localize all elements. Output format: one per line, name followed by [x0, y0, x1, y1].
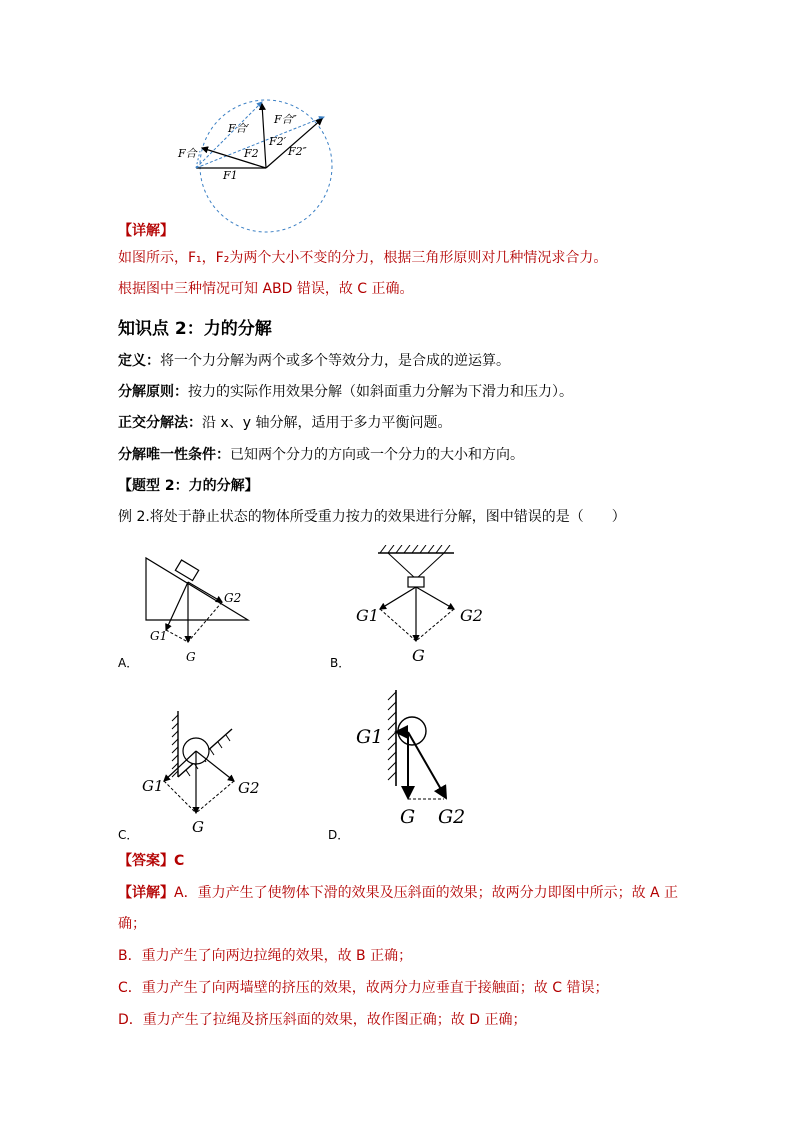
section-item-orthogonal — [118, 413, 451, 433]
label-f1: F1 — [223, 169, 238, 182]
box — [408, 577, 424, 587]
detail-tag-1: 【详解】 — [118, 223, 174, 239]
g2-arrow — [188, 582, 222, 602]
dash-1 — [164, 781, 196, 813]
label-fhe2: F合″ — [274, 113, 297, 126]
option-b-figure — [350, 545, 490, 665]
g2-arrow — [408, 732, 446, 798]
item-label: 正交分解法： — [118, 415, 202, 431]
detail1-line2: 根据图中三种情况可知 ABD 错误，故 C 正确。 — [118, 281, 414, 297]
option-d-label[interactable]: D． — [328, 828, 350, 842]
item-text: 按力的实际作用效果分解（如斜面重力分解为下滑力和压力）。 — [188, 384, 573, 400]
detail2-line-c: C．重力产生了向两墙壁的挤压的效果，故两分力应垂直于接触面；故 C 错误； — [118, 980, 609, 996]
label-g1: G1 — [142, 777, 164, 795]
question-prompt: 例 2.将处于静止状态的物体所受重力按力的效果进行分解，图中错误的是（ ） — [118, 509, 626, 525]
label-g1: G1 — [356, 606, 379, 625]
label-g: G — [412, 646, 425, 665]
incline — [146, 558, 248, 620]
detail2-line-a1 — [118, 883, 678, 903]
question-type-title: 【题型 2：力的分解】 — [118, 478, 259, 494]
label-fhe: F合 — [178, 147, 197, 160]
item-text: 将一个力分解为两个或多个等效分力，是合成的逆运算。 — [160, 353, 510, 369]
option-a-label[interactable]: A． — [118, 656, 139, 670]
f2p-arrow — [262, 104, 266, 168]
label-g2: G2 — [460, 606, 483, 625]
item-label: 分解原则： — [118, 384, 188, 400]
option-a-figure — [130, 550, 260, 668]
detail2-line-a2: 确； — [118, 916, 146, 932]
g2-arrow — [196, 751, 234, 781]
label-f2pp: F2″ — [288, 145, 307, 158]
rope-right — [416, 553, 444, 579]
detail2-a1-text: A．重力产生了使物体下滑的效果及压斜面的效果；故两分力即图中所示；故 A 正 — [174, 885, 679, 901]
dash-2 — [166, 630, 188, 642]
item-label: 分解唯一性条件： — [118, 447, 230, 463]
dash-1 — [188, 602, 222, 642]
section-title: 知识点 2：力的分解 — [118, 319, 272, 339]
label-f2: F2 — [244, 147, 259, 160]
label-g: G — [400, 806, 416, 828]
option-c-label[interactable]: C． — [118, 828, 139, 842]
label-f2p: F2′ — [269, 135, 287, 148]
label-g1: G1 — [150, 629, 168, 643]
item-text: 已知两个分力的方向或一个分力的大小和方向。 — [230, 447, 524, 463]
detail1-line1: 如图所示，F₁，F₂为两个大小不变的分力，根据三角形原则对几种情况求合力。 — [118, 250, 608, 266]
item-text: 沿 x、y 轴分解，适用于多力平衡问题。 — [202, 415, 452, 431]
section-item-definition — [118, 351, 510, 371]
detail2-line-d: D．重力产生了拉绳及挤压斜面的效果，故作图正确；故 D 正确； — [118, 1012, 527, 1028]
label-g1: G1 — [356, 726, 384, 748]
answer-line — [118, 851, 184, 871]
answer-value: C — [174, 853, 185, 869]
label-g: G — [186, 650, 196, 664]
label-g: G — [192, 818, 204, 835]
label-fhe1: F合′ — [228, 122, 250, 135]
detail-tag-2: 【详解】 — [118, 885, 174, 901]
g2-arrow — [416, 587, 454, 609]
rope-left — [388, 553, 416, 579]
detail2-line-b: B．重力产生了向两边拉绳的效果，故 B 正确； — [118, 948, 413, 964]
composition-circle-figure — [170, 95, 340, 235]
g1-arrow — [166, 582, 188, 630]
section-item-uniqueness — [118, 445, 524, 465]
section-item-principle — [118, 382, 573, 402]
g1-arrow — [380, 587, 416, 609]
item-label: 定义： — [118, 353, 160, 369]
dash-2 — [196, 781, 234, 813]
dash-1 — [380, 609, 416, 641]
label-g2: G2 — [224, 591, 242, 605]
label-g2: G2 — [438, 806, 466, 828]
label-g2: G2 — [238, 779, 260, 797]
dash-2 — [416, 609, 454, 641]
option-d-figure — [350, 686, 480, 832]
option-b-label[interactable]: B． — [330, 656, 351, 670]
answer-tag: 【答案】 — [118, 853, 174, 869]
option-c-figure — [138, 705, 268, 835]
